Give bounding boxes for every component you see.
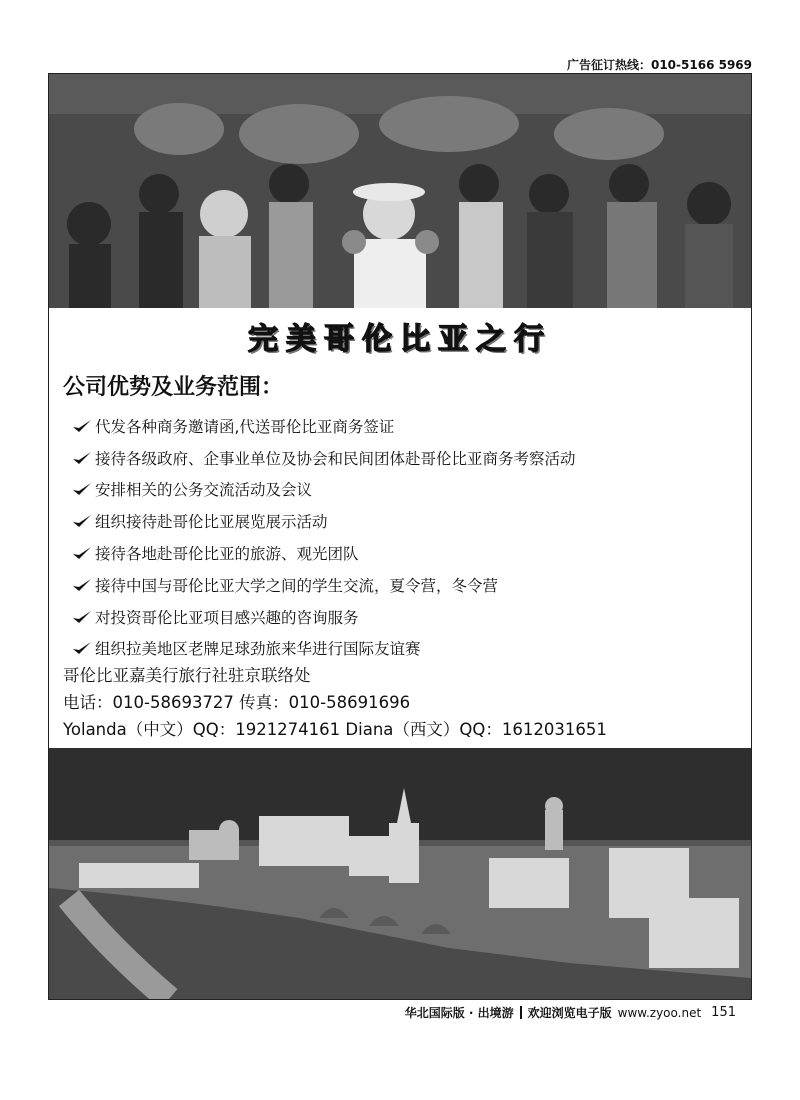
- page-number: 151: [711, 1005, 736, 1020]
- phone-fax: 电话：010-58693727 传真：010-58691696: [63, 693, 411, 712]
- list-item: [71, 537, 576, 569]
- qq-contacts: Yolanda（中文）QQ：1921274161 Diana（西文）QQ：1612031651: [63, 720, 607, 739]
- list-item: [71, 633, 576, 665]
- welcome-text: 欢迎浏览电子版: [527, 1006, 612, 1020]
- website-link[interactable]: www.zyoo.net: [617, 1005, 702, 1020]
- list-item: [71, 442, 576, 474]
- page-footer: [405, 1004, 736, 1021]
- list-item: [71, 505, 576, 537]
- services-list: [71, 410, 576, 664]
- service-text: 组织接待赴哥伦比亚展览展示活动: [95, 513, 328, 532]
- checkmark-icon: [71, 418, 93, 434]
- office-name: 哥伦比亚嘉美行旅行社驻京联络处: [63, 666, 311, 685]
- service-text: 接待各级政府、企事业单位及协会和民间团体赴哥伦比亚商务考察活动: [95, 449, 576, 468]
- checkmark-icon: [71, 481, 93, 497]
- ad-frame: [48, 73, 752, 1000]
- service-text: 对投资哥伦比亚项目感兴趣的咨询服务: [95, 608, 359, 627]
- checkmark-icon: [71, 640, 93, 656]
- checkmark-icon: [71, 609, 93, 625]
- list-item: [71, 601, 576, 633]
- section-heading: 公司优势及业务范围：: [63, 375, 284, 400]
- checkmark-icon: [71, 545, 93, 561]
- publication-name: 华北国际版 · 出境游: [404, 1006, 514, 1020]
- ad-hotline: 广告征订热线：010-5166 5969: [566, 58, 752, 72]
- service-text: 组织拉美地区老牌足球劲旅来华进行国际友谊赛: [95, 640, 421, 659]
- service-text: 代发各种商务邀请函,代送哥伦比亚商务签证: [95, 417, 395, 436]
- service-text: 接待各地赴哥伦比亚的旅游、观光团队: [95, 545, 359, 564]
- footer-divider: [520, 1006, 522, 1019]
- list-item: [71, 474, 576, 506]
- list-item: [71, 569, 576, 601]
- checkmark-icon: [71, 513, 93, 529]
- cartagena-cityscape-photo: [49, 748, 751, 999]
- banner-title: 完美哥伦比亚之行: [248, 322, 552, 357]
- list-item: [71, 410, 576, 442]
- checkmark-icon: [71, 577, 93, 593]
- carnival-crowd-photo: [49, 74, 751, 308]
- contact-info: [63, 662, 607, 743]
- service-text: 接待中国与哥伦比亚大学之间的学生交流，夏令营，冬令营: [95, 576, 499, 595]
- service-text: 安排相关的公务交流活动及会议: [95, 481, 313, 500]
- checkmark-icon: [71, 450, 93, 466]
